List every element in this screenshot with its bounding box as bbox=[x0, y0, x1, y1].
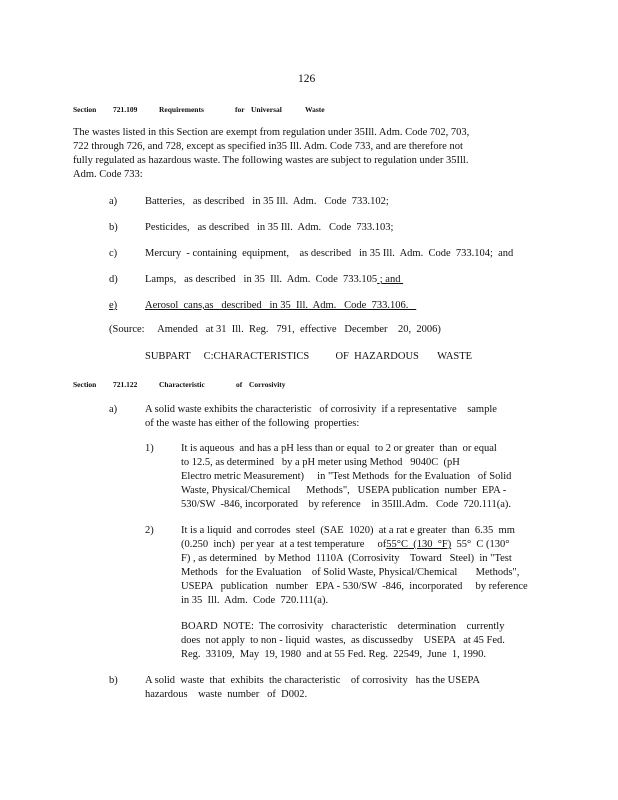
paragraph-line: Electro metric Measurement) in "Test Methods for the Evaluation of Solid bbox=[181, 471, 512, 482]
subsection-line: hazardous waste number of D002. bbox=[145, 689, 308, 700]
list-item-text: Batteries, as described in 35 Ill. Adm. Code 733.102; bbox=[145, 196, 389, 207]
list-item-label: c) bbox=[109, 248, 118, 259]
section-number: 721.109 bbox=[113, 105, 138, 114]
section-number: 721.122 bbox=[113, 380, 138, 389]
section-title-word: Waste bbox=[305, 105, 325, 114]
section-label: Section bbox=[73, 380, 97, 389]
subsection-line: A solid waste that exhibits the characteristic of corrosivity has the USEPA bbox=[145, 675, 480, 686]
inserted-text: ; and bbox=[377, 274, 404, 285]
intro-line: fully regulated as hazardous waste. The following wastes are subject to regulation under 35Ill. bbox=[73, 155, 469, 166]
paragraph-line: Methods for the Evaluation of Solid Waste, Physical/Chemical Methods", bbox=[181, 567, 520, 578]
board-note-line: BOARD NOTE: The corrosivity characteristic determination currently bbox=[181, 621, 505, 632]
list-item bbox=[145, 274, 403, 286]
section-title-word: of bbox=[236, 380, 243, 389]
intro-line: The wastes listed in this Section are exempt from regulation under 35Ill. Adm. Code 702, 703, bbox=[73, 127, 470, 138]
subpart-heading: SUBPART C:CHARACTERISTICS OF HAZARDOUS WASTE bbox=[145, 351, 473, 362]
list-item-label: e) bbox=[109, 300, 118, 311]
page-number: 126 bbox=[298, 73, 316, 85]
paragraph-line: in 35 Ill. Adm. Code 720.111(a). bbox=[181, 595, 329, 606]
section-title-word: for bbox=[235, 105, 245, 114]
paragraph-line: It is a liquid and corrodes steel (SAE 1020) at a rat e greater than 6.35 mm bbox=[181, 525, 515, 536]
section-title-word: Universal bbox=[251, 105, 282, 114]
paragraph-text: (0.250 inch) per year at a test temperature of bbox=[181, 539, 387, 550]
source-note: (Source: Amended at 31 Ill. Reg. 791, effective December 20, 2006) bbox=[109, 324, 441, 335]
list-item-label: a) bbox=[109, 196, 118, 207]
paragraph-label: 1) bbox=[145, 443, 154, 454]
list-item-text: Pesticides, as described in 35 Ill. Adm. Code 733.103; bbox=[145, 222, 394, 233]
paragraph-line: F) , as determined by Method 1110A (Corrosivity Toward Steel) in "Test bbox=[181, 553, 512, 564]
subsection-label: b) bbox=[109, 675, 118, 686]
list-item-label: d) bbox=[109, 274, 118, 285]
inserted-text: 55°C (130 °F) bbox=[386, 539, 452, 550]
subsection-line: A solid waste exhibits the characteristic of corrosivity if a representative sample bbox=[145, 404, 497, 415]
paragraph-line: 530/SW -846, incorporated by reference in 35Ill.Adm. Code 720.111(a). bbox=[181, 499, 511, 510]
section-title-word: Characteristic bbox=[159, 380, 205, 389]
list-item-text: Lamps, as described in 35 Ill. Adm. Code 733.105 bbox=[145, 274, 378, 285]
section-title-word: Corrosivity bbox=[249, 380, 286, 389]
section-title-word: Requirements bbox=[159, 105, 204, 114]
paragraph-text: 55° C (130° bbox=[451, 539, 510, 550]
paragraph-line: to 12.5, as determined by a pH meter using Method 9040C (pH bbox=[181, 457, 460, 468]
paragraph-line: USEPA publication number EPA - 530/SW -846, incorporated by reference bbox=[181, 581, 528, 592]
section-label: Section bbox=[73, 105, 97, 114]
inserted-list-item-text: Aerosol cans,as described in 35 Ill. Adm. Code 733.106. bbox=[145, 300, 417, 311]
paragraph-line bbox=[181, 539, 510, 551]
board-note-line: Reg. 33109, May 19, 1980 and at 55 Fed. Reg. 22549, June 1, 1990. bbox=[181, 649, 487, 660]
intro-line: Adm. Code 733: bbox=[73, 169, 143, 180]
paragraph-line: It is aqueous and has a pH less than or equal to 2 or greater than or equal bbox=[181, 443, 497, 454]
board-note-line: does not apply to non - liquid wastes, as discussedby USEPA at 45 Fed. bbox=[181, 635, 505, 646]
list-item-text: Mercury - containing equipment, as described in 35 Ill. Adm. Code 733.104; and bbox=[145, 248, 514, 259]
intro-line: 722 through 726, and 728, except as specified in35 Ill. Adm. Code 733, and are therefore not bbox=[73, 141, 463, 152]
subsection-line: of the waste has either of the following properties: bbox=[145, 418, 360, 429]
paragraph-line: Waste, Physical/Chemical Methods", USEPA publication number EPA - bbox=[181, 485, 507, 496]
list-item-label: b) bbox=[109, 222, 118, 233]
subsection-label: a) bbox=[109, 404, 118, 415]
paragraph-label: 2) bbox=[145, 525, 154, 536]
